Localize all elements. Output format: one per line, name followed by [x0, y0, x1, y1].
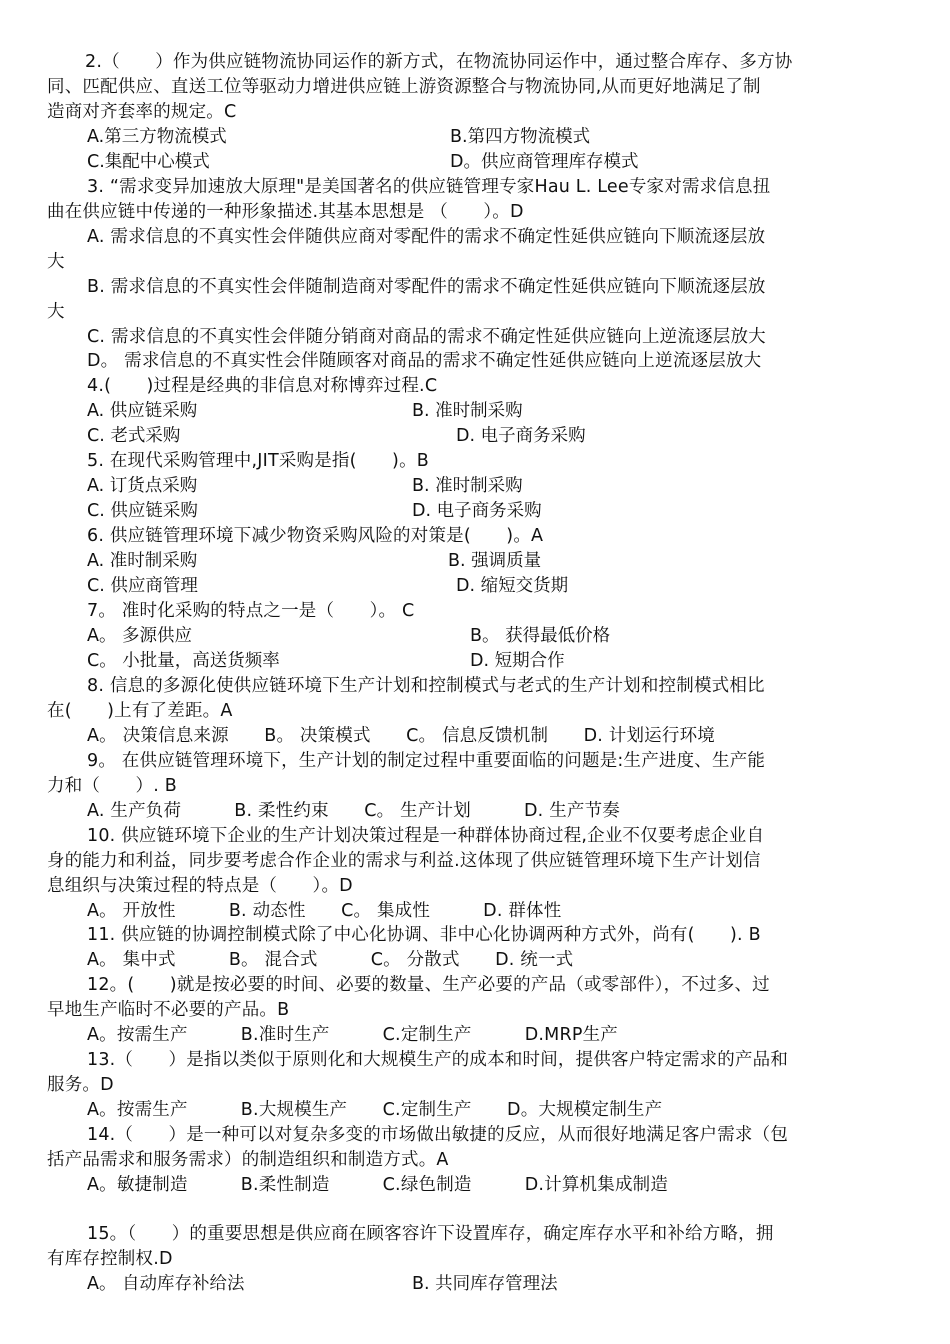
question-7-line-1: 7。 准时化采购的特点之一是（ ）。 C	[87, 601, 415, 621]
question-15-line-1: 15。（ ）的重要思想是供应商在顾客容许下设置库存，确定库存水平和补给方略，拥	[87, 1224, 774, 1244]
question-4-option-d: D. 电子商务采购	[456, 426, 586, 446]
question-2-option-b: B.第四方物流模式	[450, 127, 591, 147]
question-7-option-b: B。 获得最低价格	[470, 626, 611, 646]
question-11-line-1: 11. 供应链的协调控制模式除了中心化协调、非中心化协调两种方式外，尚有( ). B	[87, 925, 761, 945]
question-8-line-2: 在( )上有了差距。A	[47, 701, 233, 721]
question-13-options: A。按需生产 B.大规模生产 C.定制生产 D。大规模定制生产	[87, 1100, 663, 1120]
question-4-option-c: C. 老式采购	[87, 426, 181, 446]
question-6-option-d: D. 缩短交货期	[456, 576, 569, 596]
question-10-line-2: 身的能力和利益，同步要考虑合作企业的需求与利益.这体现了供应链管理环境下生产计划信	[47, 851, 761, 871]
question-5-option-b: B. 准时制采购	[412, 476, 523, 496]
question-10-line-3: 息组织与决策过程的特点是（ ）。D	[47, 876, 353, 896]
question-9-line-1: 9。 在供应链管理环境下，生产计划的制定过程中重要面临的问题是:生产进度、生产能	[87, 751, 766, 771]
question-10-line-1: 10. 供应链环境下企业的生产计划决策过程是一种群体协商过程,企业不仅要考虑企业自	[87, 826, 765, 846]
question-6-option-c: C. 供应商管理	[87, 576, 198, 596]
question-2-option-a: A.第三方物流模式	[87, 127, 227, 147]
question-3-option-b: B. 需求信息的不真实性会伴随制造商对零配件的需求不确定性延供应链向下顺流逐层放	[87, 277, 766, 297]
question-3-option-b-wrap: 大	[47, 302, 65, 322]
question-9-options: A. 生产负荷 B. 柔性约束 C。 生产计划 D. 生产节奏	[87, 801, 621, 821]
question-3-option-c: C. 需求信息的不真实性会伴随分销商对商品的需求不确定性延供应链向上逆流逐层放大	[87, 327, 766, 347]
question-8-line-1: 8. 信息的多源化使供应链环境下生产计划和控制模式与老式的生产计划和控制模式相比	[87, 676, 765, 696]
question-4-option-b: B. 准时制采购	[412, 401, 523, 421]
question-5-option-a: A. 订货点采购	[87, 476, 198, 496]
question-10-options: A。 开放性 B. 动态性 C。 集成性 D. 群体性	[87, 901, 562, 921]
question-4-line-1: 4.( )过程是经典的非信息对称博弈过程.C	[87, 376, 438, 396]
question-6-option-b: B. 强调质量	[448, 551, 542, 571]
question-5-option-d: D. 电子商务采购	[412, 501, 542, 521]
question-6-line-1: 6. 供应链管理环境下减少物资采购风险的对策是( )。A	[87, 526, 544, 546]
question-2-line-2: 同、匹配供应、直送工位等驱动力增进供应链上游资源整合与物流协同,从而更好地满足了制	[47, 77, 761, 97]
question-13-line-2: 服务。D	[47, 1075, 114, 1095]
question-12-options: A。按需生产 B.准时生产 C.定制生产 D.MRP生产	[87, 1025, 618, 1045]
question-6-option-a: A. 准时制采购	[87, 551, 198, 571]
question-3-line-2: 曲在供应链中传递的一种形象描述.其基本思想是 （ ）。D	[47, 202, 524, 222]
question-14-line-2: 括产品需求和服务需求）的制造组织和制造方式。A	[47, 1150, 449, 1170]
question-5-line-1: 5. 在现代采购管理中,JIT采购是指( )。B	[87, 451, 429, 471]
question-9-line-2: 力和（ ）. B	[47, 776, 177, 796]
question-2-line-1: 2.（ ）作为供应链物流协同运作的新方式，在物流协同运作中，通过整合库存、多方协	[85, 52, 793, 72]
question-3-line-1: 3. “需求变异加速放大原理"是美国著名的供应链管理专家Hau L. Lee专家对需求信息扭	[87, 177, 771, 197]
question-2-option-c: C.集配中心模式	[87, 152, 210, 172]
question-7-option-d: D. 短期合作	[470, 651, 565, 671]
question-12-line-1: 12。( )就是按必要的时间、必要的数量、生产必要的产品（或零部件），不过多、过	[87, 975, 770, 995]
question-5-option-c: C. 供应链采购	[87, 501, 198, 521]
question-3-option-a-wrap: 大	[47, 252, 65, 272]
question-13-line-1: 13.（ ）是指以类似于原则化和大规模生产的成本和时间，提供客户特定需求的产品和	[87, 1050, 789, 1070]
question-14-line-1: 14.（ ）是一种可以对复杂多变的市场做出敏捷的反应，从而很好地满足客户需求（包	[87, 1125, 789, 1145]
question-14-options: A。敏捷制造 B.柔性制造 C.绿色制造 D.计算机集成制造	[87, 1175, 669, 1195]
question-15-option-b: B. 共同库存管理法	[412, 1274, 558, 1294]
question-11-options: A。 集中式 B。 混合式 C。 分散式 D. 统一式	[87, 950, 574, 970]
question-15-option-a: A。 自动库存补给法	[87, 1274, 245, 1294]
question-7-option-a: A。 多源供应	[87, 626, 193, 646]
question-4-option-a: A. 供应链采购	[87, 401, 198, 421]
question-15-line-2: 有库存控制权.D	[47, 1249, 173, 1269]
question-8-options: A。 决策信息来源 B。 决策模式 C。 信息反馈机制 D. 计划运行环境	[87, 726, 715, 746]
question-3-option-a: A. 需求信息的不真实性会伴随供应商对零配件的需求不确定性延供应链向下顺流逐层放	[87, 227, 766, 247]
question-3-option-d: D。 需求信息的不真实性会伴随顾客对商品的需求不确定性延供应链向上逆流逐层放大	[87, 351, 762, 371]
question-2-option-d: D。供应商管理库存模式	[450, 152, 639, 172]
question-2-line-3: 造商对齐套率的规定。C	[47, 102, 237, 122]
question-7-option-c: C。 小批量，高送货频率	[87, 651, 280, 671]
question-12-line-2: 早地生产临时不必要的产品。B	[47, 1000, 290, 1020]
